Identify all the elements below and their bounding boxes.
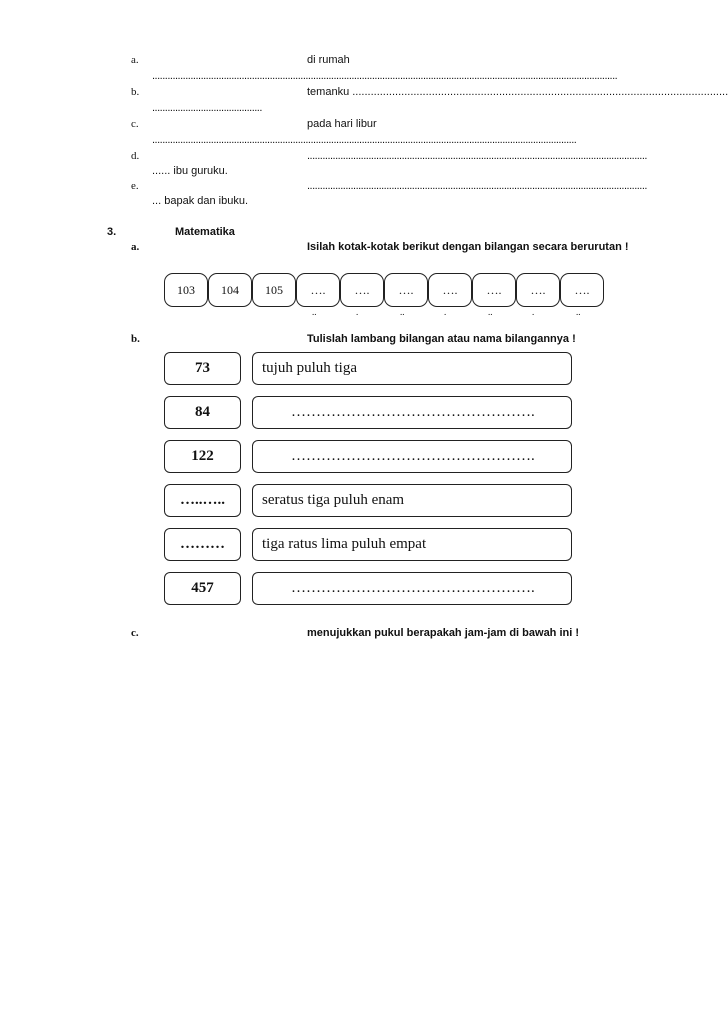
subsection-letter: b. bbox=[131, 333, 140, 345]
number-cell bbox=[164, 572, 241, 605]
number-cell bbox=[164, 396, 241, 429]
number-cell[interactable] bbox=[164, 528, 241, 561]
instruction: Tulislah lambang bilangan atau nama bilangannya ! bbox=[307, 333, 576, 345]
subsection-letter: c. bbox=[131, 627, 139, 639]
section-number: 3. bbox=[107, 226, 117, 238]
answer-line: ...................................................................................................................................................................................... bbox=[152, 70, 618, 82]
text-cell bbox=[252, 528, 572, 561]
number-value: 122 bbox=[191, 448, 214, 464]
instruction: menujukkan pukul berapakah jam-jam di bawah ini ! bbox=[307, 627, 580, 639]
number-cell bbox=[164, 352, 241, 385]
text-cell[interactable] bbox=[252, 572, 572, 605]
text-cell[interactable] bbox=[252, 396, 572, 429]
box-mark: . bbox=[356, 307, 359, 317]
answer-box[interactable]: …. bbox=[560, 273, 604, 307]
item-text: ...... ibu guruku. bbox=[152, 165, 228, 177]
answer-box[interactable]: …. bbox=[516, 273, 560, 307]
instruction: Isilah kotak-kotak berikut dengan bilangan secara berurutan ! bbox=[307, 241, 629, 253]
number-name: tiga ratus lima puluh empat bbox=[262, 536, 427, 552]
answer-box[interactable]: …. bbox=[340, 273, 384, 307]
answer-dots: …………………………………………. bbox=[291, 404, 535, 420]
number-cell bbox=[164, 440, 241, 473]
answer-line: ........................................... bbox=[152, 102, 262, 114]
answer-dots: ……… bbox=[180, 536, 225, 552]
answer-dots: …..….. bbox=[180, 492, 225, 508]
box-mark: .. bbox=[400, 307, 405, 317]
number-box: 104 bbox=[208, 273, 252, 307]
subsection-letter: a. bbox=[131, 241, 140, 253]
box-mark: . bbox=[444, 307, 447, 317]
item-text: di rumah bbox=[307, 54, 350, 66]
box-mark: .. bbox=[488, 307, 493, 317]
number-name: tujuh puluh tiga bbox=[262, 360, 357, 376]
number-box: 105 bbox=[252, 273, 296, 307]
number-name: seratus tiga puluh enam bbox=[262, 492, 405, 508]
box-mark: . bbox=[532, 307, 535, 317]
answer-dots: …………………………………………. bbox=[291, 580, 535, 596]
item-text: ... bapak dan ibuku. bbox=[152, 195, 249, 207]
number-value: 457 bbox=[191, 580, 214, 596]
text-cell bbox=[252, 352, 572, 385]
answer-box[interactable]: …. bbox=[384, 273, 428, 307]
item-letter: e. bbox=[131, 180, 139, 192]
item-letter: b. bbox=[131, 86, 140, 98]
answer-line: ..................................................................................................................................... bbox=[307, 180, 647, 192]
answer-box[interactable]: …. bbox=[428, 273, 472, 307]
answer-dots: …………………………………………. bbox=[291, 448, 535, 464]
item-text: temanku ........................................................................................................................... bbox=[307, 86, 728, 98]
number-box: 103 bbox=[164, 273, 208, 307]
answer-box[interactable]: …. bbox=[296, 273, 340, 307]
text-cell[interactable] bbox=[252, 440, 572, 473]
box-mark: .. bbox=[312, 307, 317, 317]
item-letter: d. bbox=[131, 150, 140, 162]
number-value: 73 bbox=[195, 360, 210, 376]
answer-box[interactable]: …. bbox=[472, 273, 516, 307]
text-cell bbox=[252, 484, 572, 517]
box-mark: .. bbox=[576, 307, 581, 317]
section-title: Matematika bbox=[175, 226, 235, 238]
number-cell[interactable] bbox=[164, 484, 241, 517]
item-letter: c. bbox=[131, 118, 139, 130]
item-text: pada hari libur bbox=[307, 118, 377, 130]
item-letter: a. bbox=[131, 54, 139, 66]
number-value: 84 bbox=[195, 404, 210, 420]
answer-line: ..................................................................................................................................... bbox=[307, 150, 647, 162]
answer-line: ...................................................................................................................................................................... bbox=[152, 134, 577, 146]
